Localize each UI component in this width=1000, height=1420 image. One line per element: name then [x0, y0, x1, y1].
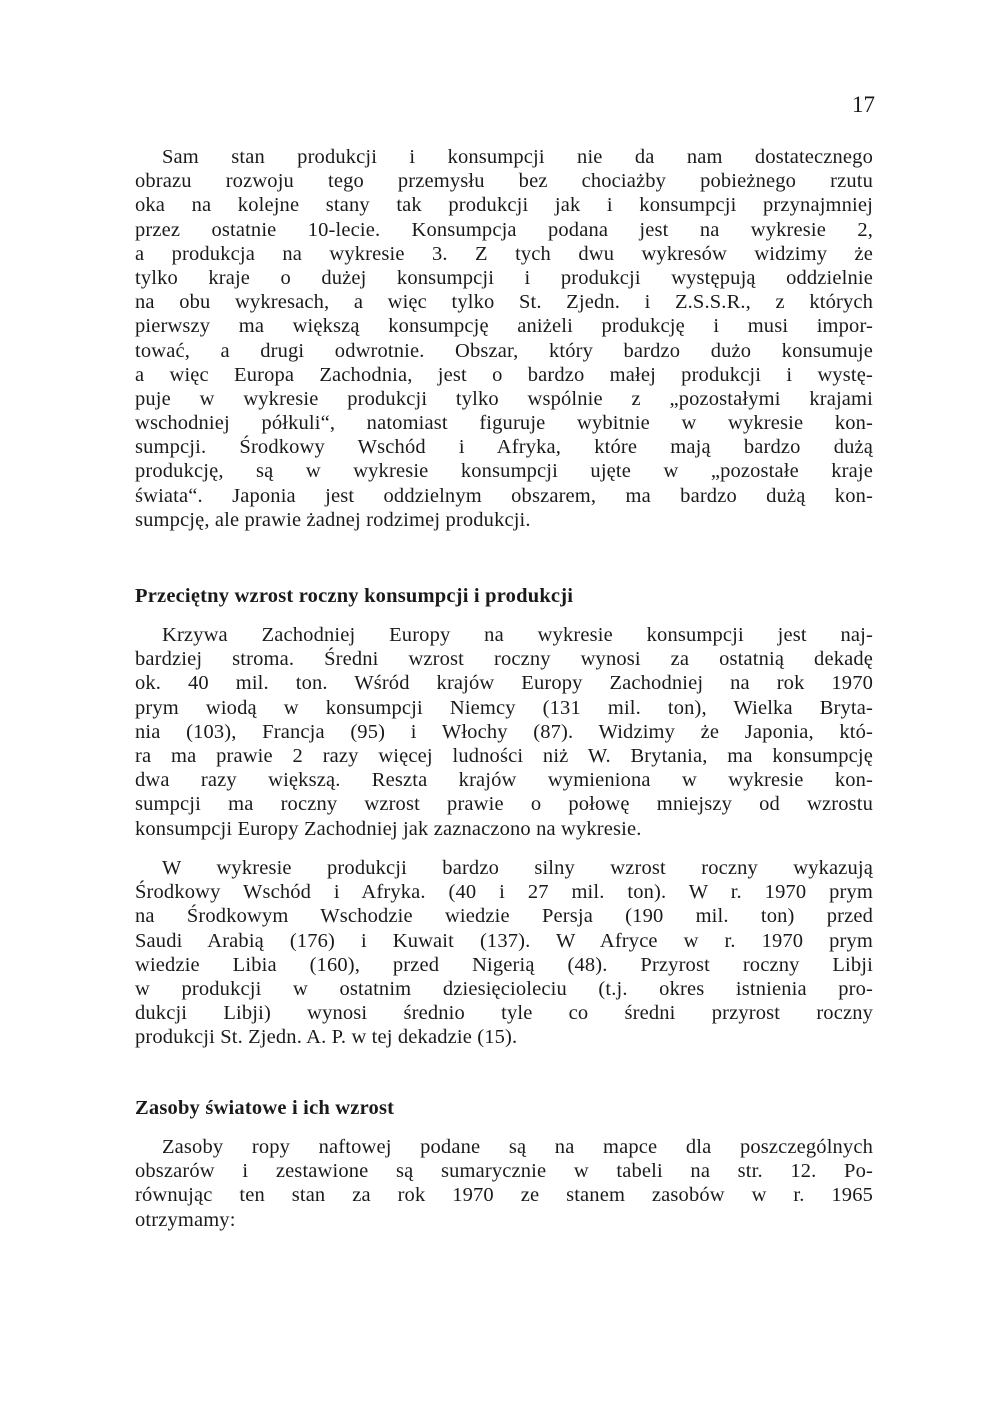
text-line: produkcji St. Zjedn. A. P. w tej dekadzie (15). — [135, 1026, 518, 1049]
text-line: pierwszy ma większą konsumpcję aniżeli produkcję i musi impor- — [135, 315, 873, 338]
text-line: oka na kolejne stany tak produkcji jak i konsumpcji przynajmniej — [135, 194, 873, 217]
text-line: dukcji Libji) wynosi średnio tyle co średni przyrost roczny — [135, 1002, 873, 1025]
text-line: nia (103), Francja (95) i Włochy (87). Widzimy że Japonia, któ- — [135, 720, 873, 743]
text-line: Sam stan produkcji i konsumpcji nie da nam dostatecznego — [162, 146, 873, 168]
text-line: a więc Europa Zachodnia, jest o bardzo małej produkcji i wystę- — [135, 363, 873, 386]
text-line: konsumpcji Europy Zachodniej jak zaznaczono na wykresie. — [135, 817, 642, 840]
text-line: ra ma prawie 2 razy więcej ludności niż W. Brytania, ma konsumpcję — [135, 744, 873, 767]
text-line: sumpcję, ale prawie żadnej rodzimej produkcji. — [135, 508, 531, 531]
text-line: tować, a drugi odwrotnie. Obszar, który bardzo dużo konsumuje — [135, 339, 873, 362]
text-line: w produkcji w ostatnim dziesięcioleciu (t.j. okres istnienia pro- — [135, 977, 873, 1000]
text-line: a produkcja na wykresie 3. Z tych dwu wykresów widzimy że — [135, 242, 873, 265]
text-line: prym wiodą w konsumpcji Niemcy (131 mil. ton), Wielka Bryta- — [135, 696, 873, 719]
text-line: Zasoby ropy naftowej podane są na mapce dla poszczególnych — [162, 1136, 873, 1158]
text-line: sumpcji ma roczny wzrost prawie o połowę mniejszy od wzrostu — [135, 793, 873, 816]
text-line: wschodniej półkuli“, natomiast figuruje wybitnie w wykresie kon- — [135, 412, 873, 435]
text-line: ok. 40 mil. ton. Wśród krajów Europy Zachodniej na rok 1970 — [135, 672, 873, 695]
paragraph-production-growth — [135, 856, 873, 1050]
text-line: produkcję, są w wykresie konsumpcji ujęte w „pozostałe kraje — [135, 460, 873, 483]
text-line: obszarów i zestawione są sumarycznie w tabeli na str. 12. Po- — [135, 1160, 873, 1183]
text-line: obrazu rozwoju tego przemysłu bez chociażby pobieżnego rzutu — [135, 170, 873, 193]
paragraph-consumption-growth — [135, 623, 873, 841]
paragraph-reserves — [135, 1135, 873, 1232]
text-line: równując ten stan za rok 1970 ze stanem zasobów w r. 1965 — [135, 1184, 873, 1207]
text-line: bardziej stroma. Średni wzrost roczny wynosi za ostatnią dekadę — [135, 648, 873, 671]
text-line: sumpcji. Środkowy Wschód i Afryka, które mają bardzo dużą — [135, 436, 873, 459]
text-line: na obu wykresach, a więc tylko St. Zjedn. i Z.S.S.R., z których — [135, 291, 873, 314]
text-line: świata“. Japonia jest oddzielnym obszarem, ma bardzo dużą kon- — [135, 484, 873, 507]
text-line: Krzywa Zachodniej Europy na wykresie konsumpcji jest naj- — [162, 624, 873, 646]
page-number: 17 — [852, 92, 875, 117]
text-line: W wykresie produkcji bardzo silny wzrost roczny wykazują — [162, 857, 873, 879]
paragraph-intro — [135, 145, 873, 532]
text-line: przez ostatnie 10-lecie. Konsumpcja podana jest na wykresie 2, — [135, 218, 873, 241]
text-line: tylko kraje o dużej konsumpcji i produkcji występują oddzielnie — [135, 266, 873, 289]
text-line: na Środkowym Wschodzie wiedzie Persja (190 mil. ton) przed — [135, 905, 873, 928]
text-line: otrzymamy: — [135, 1208, 236, 1231]
text-line: wiedzie Libia (160), przed Nigerią (48). Przyrost roczny Libji — [135, 953, 873, 976]
text-line: Środkowy Wschód i Afryka. (40 i 27 mil. ton). W r. 1970 prym — [135, 881, 873, 904]
text-line: puje w wykresie produkcji tylko wspólnie z „pozostałymi krajami — [135, 387, 873, 410]
section-heading-growth: Przeciętny wzrost roczny konsumpcji i produkcji — [135, 585, 574, 607]
section-heading-reserves: Zasoby światowe i ich wzrost — [135, 1097, 395, 1119]
text-line: Saudi Arabią (176) i Kuwait (137). W Afryce w r. 1970 prym — [135, 929, 873, 952]
text-line: dwa razy większą. Reszta krajów wymieniona w wykresie kon- — [135, 769, 873, 792]
